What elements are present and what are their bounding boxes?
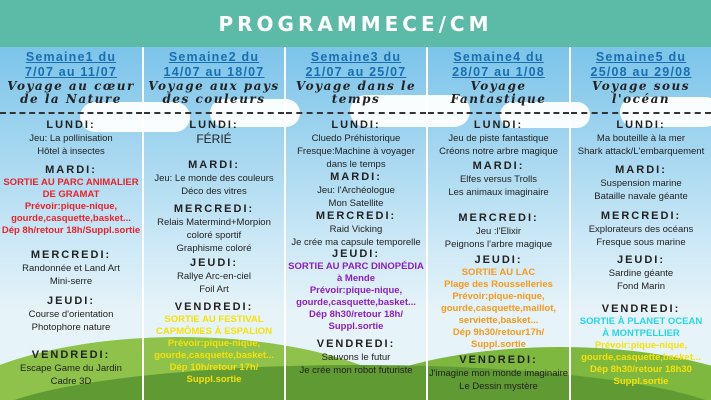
day-block-vendredi [428,354,569,393]
day-block-vendredi [286,338,426,377]
dashed-divider [571,112,711,114]
outing-text: Dép 8h30/retour 18h30 [590,364,692,375]
outing-text: Suppl.sortie [613,376,669,387]
day-block-mardi [144,159,284,198]
day-block-mardi [428,160,569,199]
day-label: MARDI: [472,160,525,172]
week-title: Semaine2 du [168,50,260,64]
outing-text: SORTIE À PLANET OCEAN [579,316,703,327]
week-header [428,50,569,106]
outing-text: serviette,basket... [458,315,539,326]
day-block-vendredi [571,303,711,388]
activity: Course d'orientation [28,309,114,320]
activity: Jeu: La pollinisation [29,133,113,144]
day-label: LUNDI: [189,119,239,131]
day-block-mardi [286,171,426,210]
day-label: MARDI: [330,171,382,183]
outing-text: SORTIE AU LAC [461,267,536,278]
week-title: Semaine4 du [453,50,544,64]
week-dates: 28/07 au 1/08 [452,65,545,79]
outing-text: Dép 9h30/retour17h/ [452,327,545,338]
week-column-4 [428,47,569,400]
activity: coloré sportif [186,230,242,241]
week-theme: l'océan [611,92,671,106]
activity: Relais Matermind+Morpion [157,217,271,228]
week-theme: Voyage sous [592,79,690,93]
activity: Hôtel à insectes [37,146,105,157]
activity: Shark attack/L'embarquement [577,146,705,157]
week-theme: Fantastique [450,92,547,106]
activity: Graphisme coloré [176,243,252,254]
activity: Je crée ma capsule temporelle [291,237,421,248]
outing-text: À MONTPELLIER [602,328,680,339]
activity: dans le temps [326,159,386,170]
day-block-jeudi [286,248,426,333]
day-label: LUNDI: [473,119,524,131]
day-label: JEUDI: [189,257,239,269]
activity: Jeu :l'Elixir [475,226,522,237]
day-label: MERCREDI: [600,210,682,222]
day-block-lundi [428,119,569,158]
day-label: VENDREDI: [316,338,396,350]
activity: Suspension marine [600,178,682,189]
day-block-jeudi [0,295,142,334]
activity: Je crée mon robot futuriste [299,365,413,376]
page-title: PROGRAMMECE/CM [218,11,493,36]
day-label: JEUDI: [46,295,96,307]
activity: Mon Satellite [328,198,384,209]
day-label: JEUDI: [474,254,523,266]
outing-text: Plage des Rousselleries [444,279,553,290]
dashed-divider [144,112,284,114]
day-block-vendredi [0,349,142,388]
activity: Randonnée et Land Art [22,263,120,274]
week-theme: de la Nature [20,92,122,106]
outing-text: Suppl.sortie [471,339,526,350]
day-label: VENDREDI: [31,349,111,361]
day-block-lundi [144,119,284,146]
day-block-lundi [571,119,711,158]
day-block-jeudi [144,257,284,296]
day-label: MARDI: [615,164,667,176]
activity: Elfes versus Trolls [459,174,538,185]
outing-text: Prévoir:pique-nique, [167,338,261,349]
activity: Cadre 3D [50,376,92,387]
outing-text: gourde,casquette,maillot, [440,303,557,314]
day-label: LUNDI: [331,119,381,131]
outing-text: gourde,casquette,basket... [154,350,274,361]
outing-text: SORTIE AU PARC DINOPÉDIA [288,261,424,272]
activity: Jeu: l'Archéologue [317,185,395,196]
week-dates: 14/07 au 18/07 [163,65,265,79]
title-bar [0,0,711,47]
day-block-jeudi [571,254,711,293]
activity: Sauvons le futur [321,352,391,363]
day-block-mercredi [144,203,284,255]
day-label: VENDREDI: [459,354,538,366]
day-label: MERCREDI: [173,203,255,215]
outing-text: SORTIE AU FESTIVAL [164,314,264,325]
activity: Bataille navale géante [594,191,688,202]
week-column-3 [286,47,426,400]
day-block-mercredi [571,210,711,249]
week-column-1 [0,47,142,400]
dashed-divider [0,112,142,114]
activity: Fresque:Machine à voyager [297,146,415,157]
week-column-2 [144,47,284,400]
activity: Escape Game du Jardin [20,363,122,374]
week-title: Semaine5 du [595,50,687,64]
activity: Foil Art [199,284,229,295]
activity: J'imagine mon monde imaginaire [428,368,569,379]
day-label: LUNDI: [46,119,96,131]
outing-text: Suppl.sortie [328,321,384,332]
day-block-mercredi [428,212,569,251]
outing-text: Suppl.sortie [186,374,242,385]
outing-text: Prévoir:pique-nique, [309,285,403,296]
day-label: MARDI: [45,164,97,176]
day-block-lundi [286,119,426,171]
activity: Mini-serre [49,276,93,287]
day-label: MARDI: [188,159,240,171]
week-theme: Voyage dans le [295,79,417,93]
week-theme: Voyage [470,79,527,93]
week-theme: temps [331,92,381,106]
day-label: JEUDI: [616,254,666,266]
week-theme: des couleurs [162,92,266,106]
day-block-mercredi [0,249,142,288]
day-block-mercredi [286,210,426,249]
day-label: MERCREDI: [315,210,397,222]
activity: Fresque sous marine [596,237,686,248]
outing-text: Dép 8h30/retour 18h/ [309,309,403,320]
day-label: JEUDI: [331,248,381,260]
activity: Raid Vicking [329,224,383,235]
week-theme: Voyage au cœur [7,79,135,93]
day-block-lundi [0,119,142,158]
weeks-grid [0,47,711,400]
outing-text: à Mende [336,273,375,284]
activity: Créons notre arbre magique [439,146,558,157]
day-block-vendredi [144,301,284,386]
activity: Explorateurs des océans [588,224,694,235]
outing-text: Prévoir:pique-nique, [594,340,688,351]
day-label: MERCREDI: [458,212,539,224]
week-header [571,50,711,106]
day-label: LUNDI: [616,119,666,131]
activity: Peignons l'arbre magique [444,239,553,250]
outing-text: Dép 10h/retour 17h/ [169,362,259,373]
week-header [286,50,426,106]
dashed-divider [428,112,569,114]
week-title: Semaine1 du [25,50,117,64]
activity: Fond Marin [616,281,666,292]
week-dates: 7/07 au 11/07 [24,65,118,79]
day-label: VENDREDI: [601,303,681,315]
activity: Cluedo Préhistorique [311,133,401,144]
outing-text: gourde,casquette,basket... [581,352,701,363]
activity: Jeu: Le monde des couleurs [154,173,274,184]
activity: Ma bouteille à la mer [596,133,686,144]
activity: Les animaux imaginaire [448,187,549,198]
activity: Photophore nature [31,322,111,333]
day-block-mardi [0,164,142,237]
week-title: Semaine3 du [310,50,402,64]
outing-text: Prévoir:pique-nique, [24,201,118,212]
day-label: VENDREDI: [174,301,254,313]
week-dates: 21/07 au 25/07 [305,65,407,79]
outing-text: Dép 8h/retour 18h/Suppl.sortie [1,225,141,236]
day-block-jeudi [428,254,569,351]
activity: Sardine géante [608,268,674,279]
activity: Le Dessin mystère [459,381,538,392]
activity: FÉRIÉ [196,132,232,146]
week-theme: Voyage aux pays [148,79,280,93]
week-header [144,50,284,106]
dashed-divider [286,112,426,114]
outing-text: gourde,casquette,basket... [296,297,416,308]
day-label: MERCREDI: [30,249,112,261]
outing-text: SORTIE AU PARC ANIMALIER [3,177,139,188]
week-dates: 25/08 au 29/08 [590,65,692,79]
week-header [0,50,142,106]
outing-text: DE GRAMAT [42,189,100,200]
activity: Jeu de piste fantastique [448,133,549,144]
activity: Déco des vitres [181,186,247,197]
activity: Rallye Arc-en-ciel [177,271,251,282]
outing-text: CAPMÔMES À ESPALION [156,326,272,337]
outing-text: Prévoir:pique-nique, [452,291,545,302]
day-block-mardi [571,164,711,203]
outing-text: gourde,casquette,basket... [11,213,131,224]
week-column-5 [571,47,711,400]
